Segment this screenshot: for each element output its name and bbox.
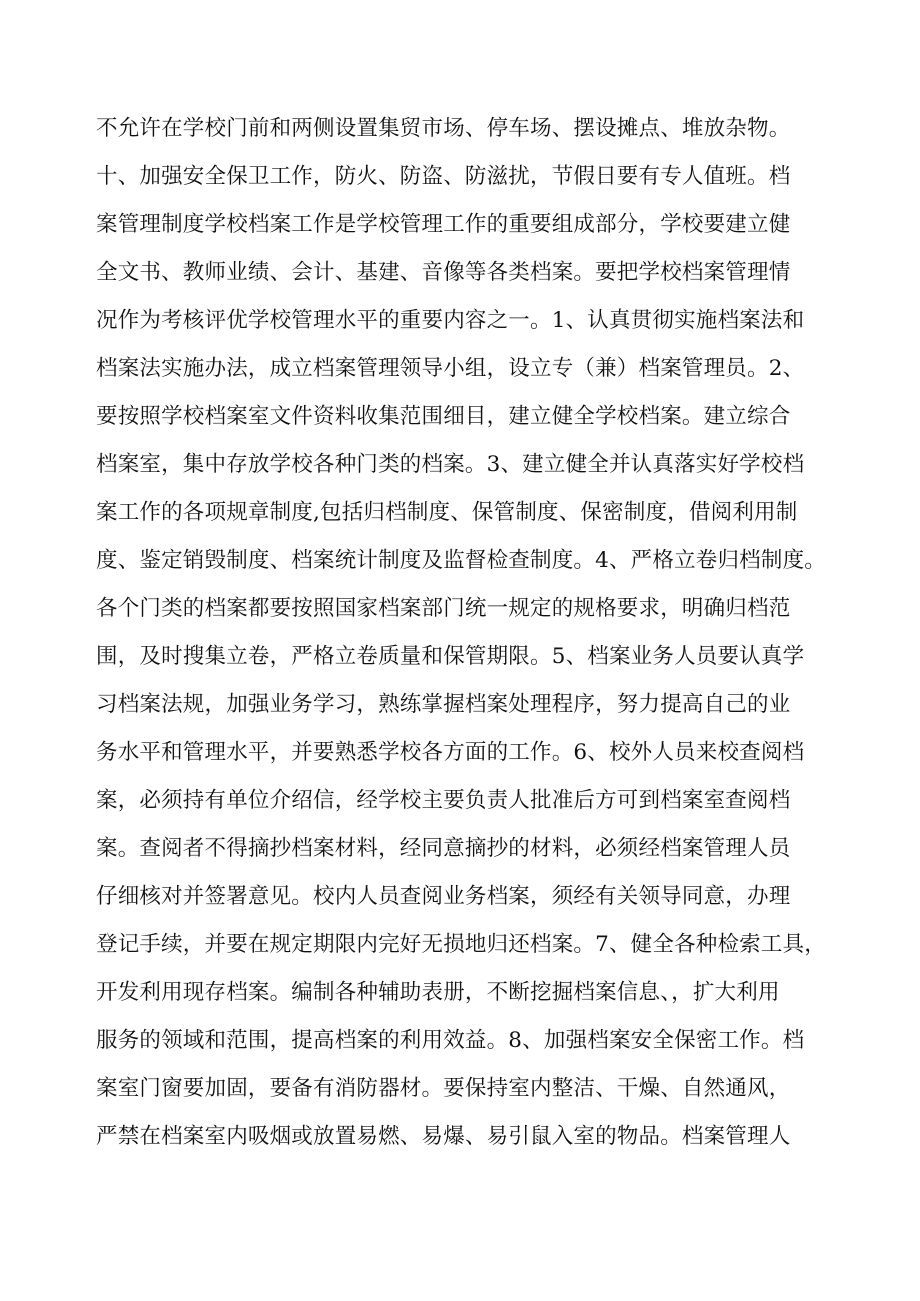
text-line: 档案室，集中存放学校各种门类的档案。3、建立健全并认真落实好学校档 <box>96 452 805 477</box>
text-line: 全文书、教师业绩、会计、基建、音像等各类档案。要把学校档案管理情 <box>96 260 791 285</box>
text-line: 度、鉴定销毁制度、档案统计制度及监督检查制度。4、严格立卷归档制度。 <box>96 548 826 573</box>
body-text <box>96 105 856 1161</box>
text-line: 案，必须持有单位介绍信，经学校主要负责人批准后方可到档案室查阅档 <box>96 788 791 813</box>
text-line: 案管理制度学校档案工作是学校管理工作的重要组成部分，学校要建立健 <box>96 212 791 237</box>
text-line: 服务的领域和范围，提高档案的利用效益。8、加强档案安全保密工作。档 <box>96 1028 805 1053</box>
text-line: 严禁在档案室内吸烟或放置易燃、易爆、易引鼠入室的物品。档案管理人 <box>96 1124 791 1149</box>
text-line: 习档案法规，加强业务学习，熟练掌握档案处理程序，努力提高自己的业 <box>96 692 791 717</box>
text-line: 围，及时搜集立卷，严格立卷质量和保管期限。5、档案业务人员要认真学 <box>96 644 805 669</box>
text-line: 不允许在学校门前和两侧设置集贸市场、停车场、摆设摊点、堆放杂物。 <box>96 116 791 141</box>
text-line: 档案法实施办法，成立档案管理领导小组，设立专（兼）档案管理员。2、 <box>96 356 805 381</box>
text-line: 案工作的各项规章制度,包括归档制度、保管制度、保密制度，借阅利用制 <box>96 500 798 525</box>
text-line: 况作为考核评优学校管理水平的重要内容之一。1、认真贯彻实施档案法和 <box>96 308 805 333</box>
text-line: 案室门窗要加固，要备有消防器材。要保持室内整洁、干燥、自然通风， <box>96 1076 791 1101</box>
text-line: 登记手续，并要在规定期限内完好无损地归还档案。7、健全各种检索工具， <box>96 932 826 957</box>
text-line: 十、加强安全保卫工作，防火、防盗、防滋扰，节假日要有专人值班。档 <box>96 164 791 189</box>
text-line: 务水平和管理水平，并要熟悉学校各方面的工作。6、校外人员来校查阅档 <box>96 740 805 765</box>
text-line: 各个门类的档案都要按照国家档案部门统一规定的规格要求，明确归档范 <box>96 596 791 621</box>
text-line: 要按照学校档案室文件资料收集范围细目，建立健全学校档案。建立综合 <box>96 404 791 429</box>
text-line: 仔细核对并签署意见。校内人员查阅业务档案，须经有关领导同意，办理 <box>96 884 791 909</box>
text-line: 开发利用现存档案。编制各种辅助表册，不断挖掘档案信息、，扩大利用 <box>96 980 780 1005</box>
text-line: 案。查阅者不得摘抄档案材料，经同意摘抄的材料，必须经档案管理人员 <box>96 836 791 861</box>
